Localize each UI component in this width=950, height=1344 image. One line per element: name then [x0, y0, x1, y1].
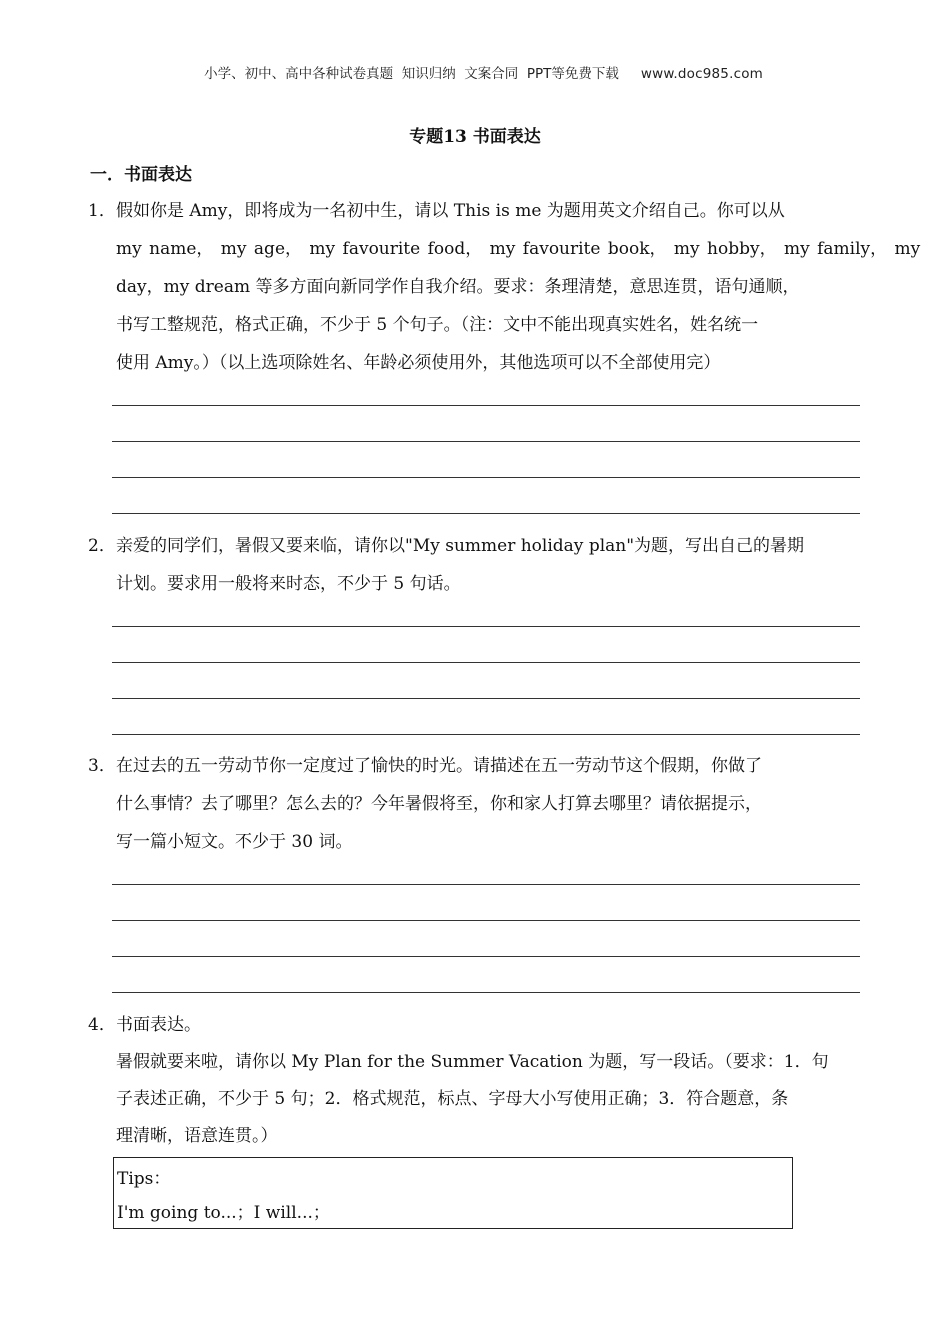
- question-line: 什么事情？去了哪里？怎么去的？今年暑假将至，你和家人打算去哪里？请依据提示，: [116, 794, 762, 814]
- question-number: 4．: [88, 1015, 116, 1035]
- answer-line[interactable]: [112, 441, 860, 442]
- answer-line[interactable]: [112, 992, 860, 993]
- question-line: 写一篇小短文。不少于 30 词。: [116, 832, 353, 852]
- answer-line[interactable]: [112, 884, 860, 885]
- header-text: 小学、初中、高中各种试卷真题 知识归纳 文案合同 PPT等免费下载: [204, 66, 619, 82]
- tips-content: I'm going to...；I will...；: [117, 1203, 330, 1223]
- answer-line[interactable]: [112, 734, 860, 735]
- question-line: my name， my age， my favourite food， my favourite book， my hobby， my family， my: [116, 239, 921, 259]
- question-line: 暑假就要来啦，请你以 My Plan for the Summer Vacation 为题，写一段话。（要求：1．句: [116, 1052, 829, 1072]
- question-line: 计划。要求用一般将来时态，不少于 5 句话。: [116, 574, 461, 594]
- answer-line[interactable]: [112, 956, 860, 957]
- question-line: 亲爱的同学们，暑假又要来临，请你以"My summer holiday plan"为题，写出自己的暑期: [116, 536, 805, 556]
- answer-line[interactable]: [112, 405, 860, 406]
- answer-line[interactable]: [112, 626, 860, 627]
- question-line: 使用 Amy。）（以上选项除姓名、年龄必须使用外，其他选项可以不全部使用完）: [116, 353, 721, 373]
- answer-line[interactable]: [112, 513, 860, 514]
- question-line: 假如你是 Amy，即将成为一名初中生，请以 This is me 为题用英文介绍自己。你可以从: [116, 201, 785, 221]
- question-line: 书面表达。: [116, 1015, 201, 1035]
- page-header: [0, 46, 950, 98]
- tips-box: [113, 1157, 793, 1229]
- question-line: 理清晰，语意连贯。）: [116, 1126, 278, 1146]
- question-line: 子表述正确，不少于 5 句；2．格式规范，标点、字母大小写使用正确；3．符合题意，条: [116, 1089, 789, 1109]
- answer-line[interactable]: [112, 698, 860, 699]
- header-url[interactable]: www.doc985.com: [640, 66, 764, 82]
- question-line: 在过去的五一劳动节你一定度过了愉快的时光。请描述在五一劳动节这个假期，你做了: [116, 756, 762, 776]
- question-line: 书写工整规范，格式正确，不少于 5 个句子。（注：文中不能出现真实姓名，姓名统一: [116, 315, 759, 335]
- tips-label: Tips：: [117, 1169, 171, 1189]
- section-heading: 一．书面表达: [90, 165, 192, 185]
- answer-line[interactable]: [112, 477, 860, 478]
- answer-line[interactable]: [112, 662, 860, 663]
- answer-line[interactable]: [112, 920, 860, 921]
- page-title: 专题13 书面表达: [409, 127, 541, 147]
- question-number: 2．: [88, 536, 116, 556]
- question-number: 3．: [88, 756, 116, 776]
- question-number: 1．: [88, 201, 116, 221]
- question-line: day，my dream 等多方面向新同学作自我介绍。要求：条理清楚，意思连贯，语句通顺，: [116, 277, 800, 297]
